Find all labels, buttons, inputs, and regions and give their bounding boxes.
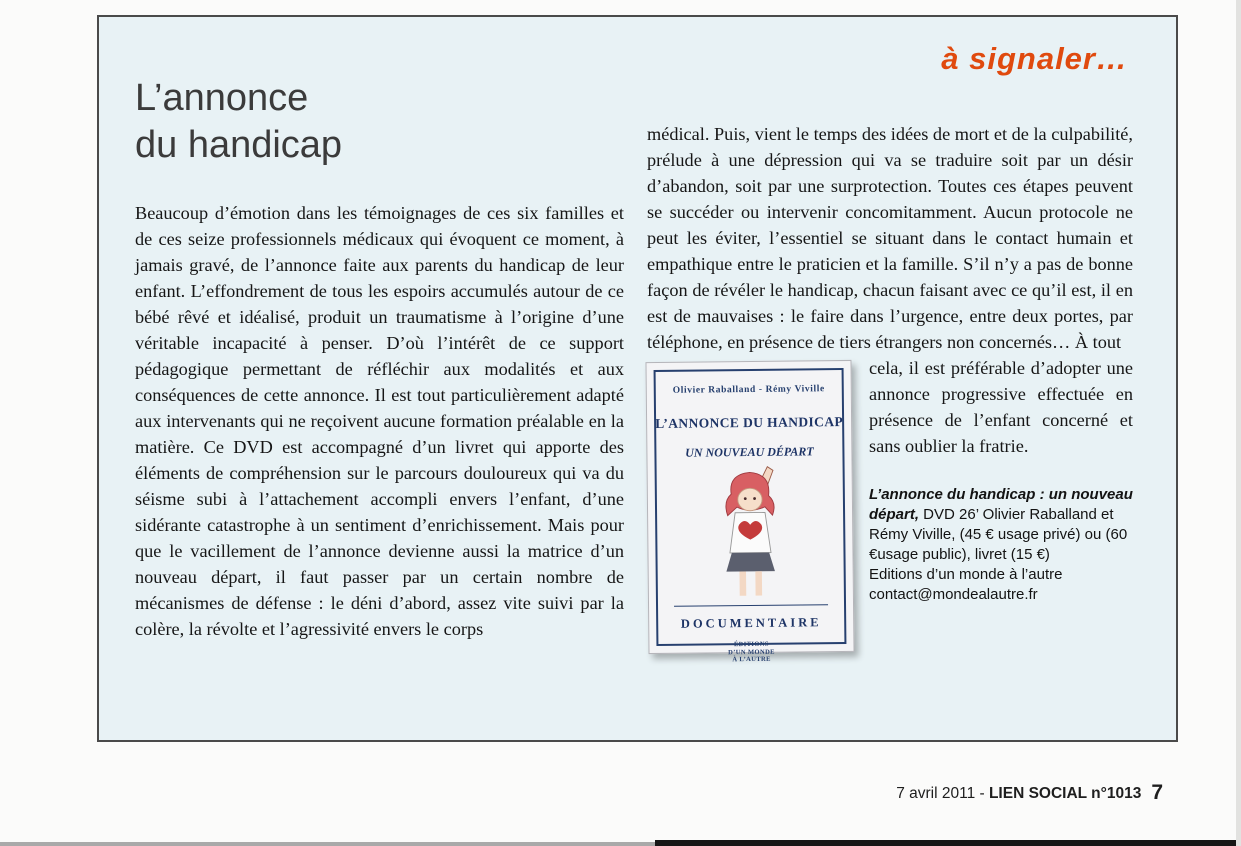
dvd-cover xyxy=(645,360,854,664)
caption-title: L’annonce du handicap : un nouveau départ, xyxy=(869,486,1133,523)
footer-page-number: 7 xyxy=(1151,781,1163,804)
section-label: à signaler… xyxy=(941,41,1128,76)
caption-publisher: Editions d’un monde à l’autre xyxy=(869,566,1063,583)
dvd-cover-frame xyxy=(654,368,847,664)
article-paragraph-top: médical. Puis, vient le temps des idées de mort et de la culpabilité, prélude à une dépression qui va se traduire soit par un désir d’abandon, soit par une surprotection. Toutes ces étapes peuvent se succéder ou intervenir concomitamment. Aucun protocole ne peut les éviter, l’essentiel se situant dans le contact humain et empathique entre le praticien et la famille. S’il n’y a pas de bonne façon de révéler le handicap, chacun faisant avec ce qu’il est, il en est de mauvaises : le faire dans l’urgence, entre deux portes, par téléphone, en présence de tiers étrangers non concernés… À tout xyxy=(647,124,1133,352)
article-title xyxy=(135,75,342,169)
article-title-line1: L’annonce xyxy=(135,77,309,119)
page-footer xyxy=(896,781,1163,805)
publisher-logo xyxy=(728,641,775,664)
footer-brand: LIEN SOCIAL n°1013 xyxy=(988,785,1142,802)
dvd-cover-authors: Olivier Raballand - Rémy Viville xyxy=(672,384,825,396)
dvd-cover-subtitle: UN NOUVEAU DÉPART xyxy=(685,444,814,460)
article-column-right xyxy=(647,121,1133,664)
publisher-line2: D’UN MONDE xyxy=(728,648,775,656)
scan-artifact-right-edge xyxy=(1236,0,1241,846)
article-paragraph-wrap: cela, il est préférable d’adopter une annonce progressive effectuée en présence de l’enfant concerné et sans oublier la fratrie. xyxy=(869,358,1133,456)
publisher-line1: ÉDITIONS xyxy=(733,640,769,649)
dvd-cover-title: L’ANNONCE DU HANDICAP xyxy=(655,414,844,431)
dvd-cover-rule xyxy=(671,406,828,408)
dvd-cover-genre: DOCUMENTAIRE xyxy=(674,604,827,639)
scan-artifact-dark-strip xyxy=(655,840,1241,846)
article-panel xyxy=(97,15,1178,742)
dvd-cover-illustration xyxy=(663,464,838,606)
footer-date: 7 avril 2011 - xyxy=(896,785,989,802)
article-column-left: Beaucoup d’émotion dans les témoignages de ces six familles et de ces seize professionnels médicaux qui évoquent ce moment, à jamais gravé, de l’annonce faite aux parents du handicap de leur enfant. L’effondrement de tous les espoirs accumulés autour de ce bébé rêvé et idéalisé, produit un traumatisme à l’origine d’une véritable incapacité à penser. D’où l’intérêt de ce support pédagogique permettant de réfléchir aux modalités et aux conséquences de cette annonce. Il est tout particulièrement adapté aux intervenants qui ne reçoivent aucune formation préalable en la matière. Ce DVD est accompagné d’un livret qui apporte des éléments de compréhension sur le parcours douloureux qui va du séisme subi à l’attachement accompli envers l’enfant, d’une sidérante catastrophe à un sentiment d’enrichissement. Mais pour que le vacillement de l’annonce devienne aussi la matrice d’un nouveau départ, il faut passer par un certain nombre de mécanismes de défense : le déni d’abord, assez vite suivi par la colère, la révolte et l’agressivité envers le corps xyxy=(135,203,624,639)
publisher-line3: À L’AUTRE xyxy=(732,655,771,664)
article-title-line2: du handicap xyxy=(135,124,343,166)
caption-details: DVD 26’ Olivier Raballand et Rémy Viville, (45 € usage privé) ou (60 €usage public), livret (15 €) xyxy=(869,506,1128,563)
contact-email: contact@mondealautre.fr xyxy=(869,586,1038,603)
girl-illustration-icon xyxy=(691,464,810,605)
